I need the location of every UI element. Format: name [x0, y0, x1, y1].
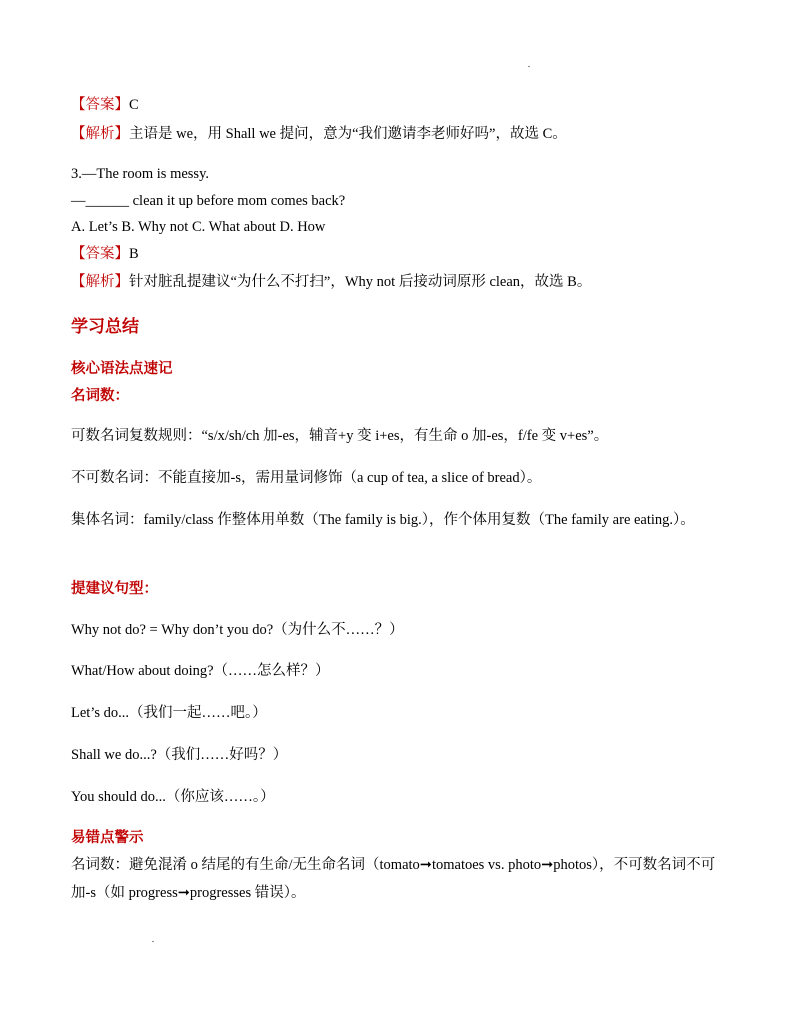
mistake-text: 名词数：避免混淆 o 结尾的有生命/无生命名词（tomato➞tomatoes vs. photo➞photos），不可数名词不可加-s（如 progress➞progresses 错误）。: [71, 857, 716, 901]
analysis-text: 针对脏乱提建议“为什么不打扫”，Why not 后接动词原形 clean，故选 B。: [129, 274, 592, 290]
suggest-item: You should do...（你应该……。）: [71, 789, 275, 805]
answer-value: C: [129, 97, 139, 113]
scan-dot: [528, 66, 530, 67]
noun-rule-collective: 集体名词：family/class 作整体用单数（The family is big.），作个体用复数（The family are eating.）。: [71, 512, 695, 528]
scan-dot: [152, 941, 154, 942]
suggest-item: Let’s do...（我们一起……吧。）: [71, 705, 267, 721]
suggest-item: What/How about doing?（……怎么样？）: [71, 663, 330, 679]
answer-value: B: [129, 246, 139, 262]
analysis-text: 主语是 we，用 Shall we 提问，意为“我们邀请李老师好吗”，故选 C。: [129, 126, 567, 142]
q3-stem-line2: —______ clean it up before mom comes back?: [71, 193, 346, 209]
q3-analysis: [71, 272, 591, 292]
noun-rule-countable: 可数名词复数规则：“s/x/sh/ch 加-es，辅音+y 变 i+es，有生命 o 加-es，f/fe 变 v+es”。: [71, 428, 609, 444]
suggest-title: 提建议句型：: [71, 581, 158, 597]
q2-analysis: [71, 124, 567, 144]
analysis-tag: 【解析】: [71, 126, 129, 142]
q3-answer: [71, 244, 139, 264]
noun-title: 名词数：: [71, 388, 129, 404]
suggest-item: Why not do? = Why don’t you do?（为什么不……？）: [71, 622, 404, 638]
q3-options: A. Let’s B. Why not C. What about D. How: [71, 219, 326, 235]
q2-answer: [71, 95, 139, 115]
analysis-tag: 【解析】: [71, 274, 129, 290]
q3-stem-line1: 3.—The room is messy.: [71, 166, 210, 182]
grammar-title: 核心语法点速记: [71, 361, 173, 377]
noun-rule-uncountable: 不可数名词：不能直接加-s，需用量词修饰（a cup of tea, a slice of bread）。: [71, 470, 542, 486]
suggest-item: Shall we do...?（我们……好吗？）: [71, 747, 288, 763]
answer-tag: 【答案】: [71, 97, 129, 113]
mistake-title: 易错点警示: [71, 830, 144, 846]
summary-title: 学习总结: [71, 317, 139, 337]
answer-tag: 【答案】: [71, 246, 129, 262]
